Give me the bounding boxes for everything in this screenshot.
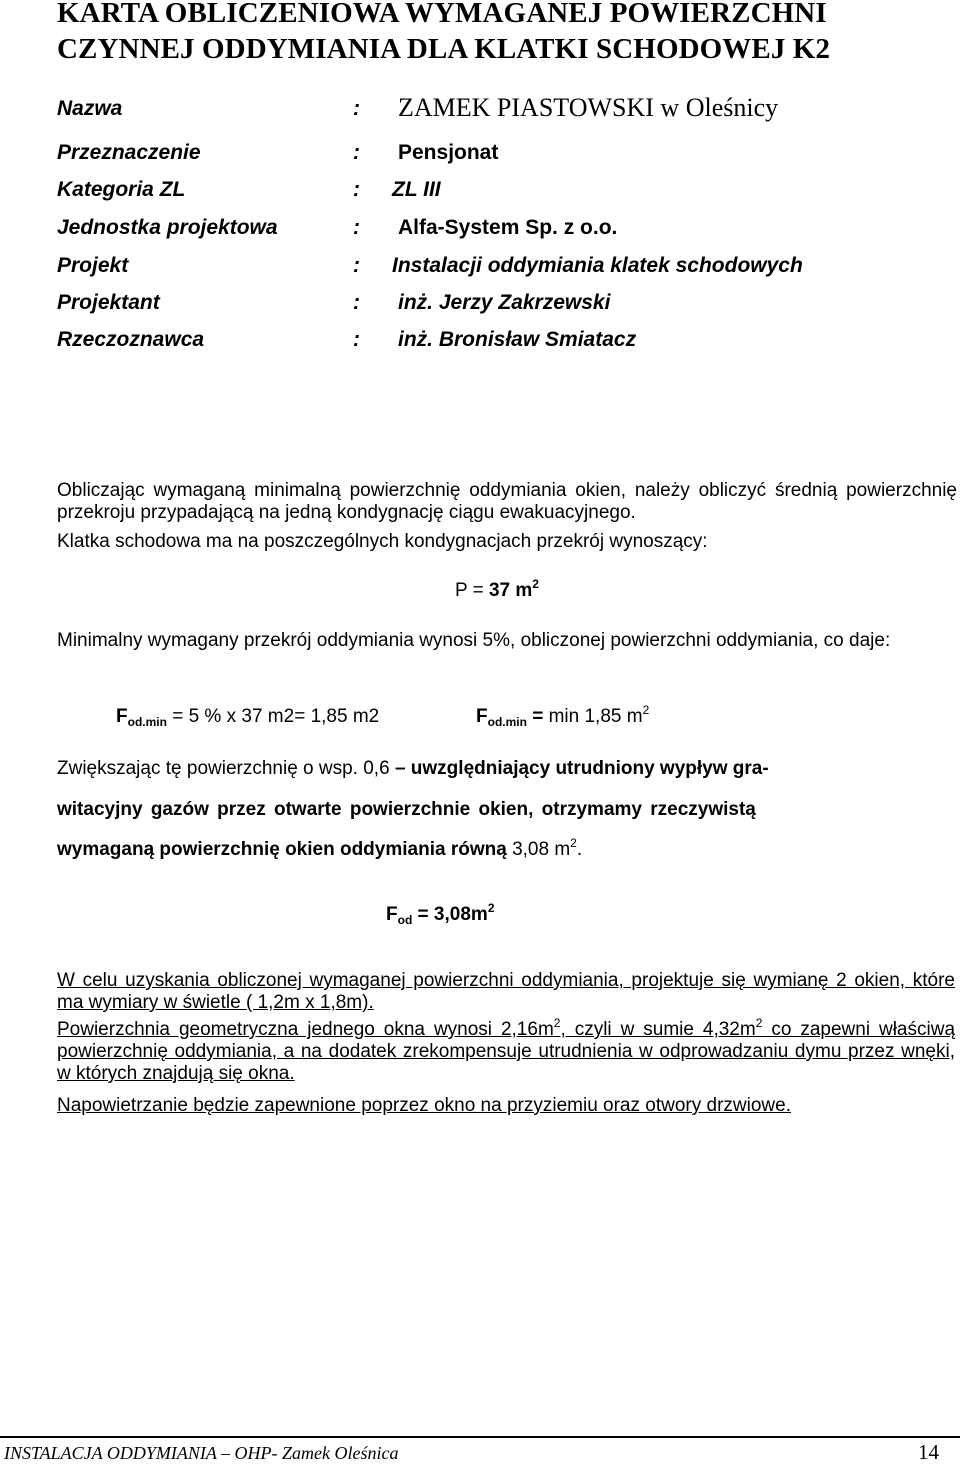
value-projektant: inż. Jerzy Zakrzewski [398,291,611,314]
increase-line-3 [57,836,583,861]
formula-1-expr: = 5 % x 37 m2= 1,85 m2 [166,706,380,727]
result-f: F [386,904,398,925]
increase-part-1: Zwiększając tę powierzchnię o wsp. 0,6 [57,758,395,779]
area-sup: 2 [532,577,539,591]
area-value: 37 m [488,580,533,601]
increase-line-1 [57,758,769,780]
page-title-line-1: KARTA OBLICZENIOWA WYMAGANEJ POWIERZCHNI [57,0,827,29]
formula-2-f: F [476,706,488,727]
footer-page-number: 14 [918,1440,939,1464]
window-area-text-b: , czyli w sumie 4,32m [560,1019,756,1040]
page-title-line-2: CZYNNEJ ODDYMIANIA DLA KLATKI SCHODOWEJ K2 [57,33,831,65]
label-projekt: Projekt [57,254,129,277]
formula-2-sub: od.min [487,715,527,729]
ventilation-paragraph: Napowietrzanie będzie zapewnione poprzez okno na przyziemiu oraz otwory drzwiowe. [57,1095,791,1116]
value-projekt: Instalacji oddymiania klatek schodowych [392,254,803,277]
label-jednostka: Jednostka projektowa [57,216,278,239]
footer-rule [0,1436,960,1438]
result-expr: = 3,08m [412,904,488,925]
area-prefix: P = [455,580,489,601]
colon-rzeczoznawca: : [353,328,360,351]
footer-title: INSTALACJA ODDYMIANIA – OHP- Zamek Oleśnica [4,1443,399,1463]
area-formula [455,577,539,602]
window-area-sup-a: 2 [553,1016,561,1030]
value-kategoria: ZL III [392,178,441,201]
label-nazwa: Nazwa [57,97,123,120]
intro-cross-section-text: Klatka schodowa ma na poszczególnych kondygnacjach przekrój wynoszący: [57,531,708,552]
increase-dash: – [394,758,406,779]
formula-2-sup: 2 [642,703,650,717]
window-area-text-c: co zapewni właściwą powierzchnię oddymiania, a na dodatek zrekompensuje utrudnienia w odprowadzaniu dymu przez wnęki, w których znajdują się okna. [57,1019,956,1084]
window-area-text-a: Powierzchnia geometryczna jednego okna wynosi 2,16m [57,1019,554,1040]
formula-fodmin-result [476,703,650,729]
result-sub: od [397,913,413,927]
colon-projekt: : [353,254,360,277]
formula-2-expr: min 1,85 m [548,706,643,727]
intro-paragraph: Obliczając wymaganą minimalną powierzchnię oddymiania okien, należy obliczyć średnią powierzchnię przekroju przypadającą na jedną kondygnację ciągu ewakuacyjnego. [57,480,957,523]
formula-2-eq: = [526,706,549,727]
value-nazwa: ZAMEK PIASTOWSKI w Oleśnicy [398,93,779,122]
increase-sup: 2 [570,836,577,850]
window-replacement-paragraph: W celu uzyskania obliczonej wymaganej powierzchni oddymiania, projektuje się wymianę 2 okien, które ma wymiary w świetle ( 1,2m x 1,8m). [57,970,955,1013]
colon-nazwa: : [353,97,360,120]
formula-fodmin-calc [116,706,379,728]
label-kategoria: Kategoria ZL [57,178,186,201]
label-przeznaczenie: Przeznaczenie [57,141,201,164]
increase-line-2: witacyjny gazów przez otwarte powierzchnie okien, otrzymamy rzeczywistą [57,799,756,820]
result-sup: 2 [487,901,495,915]
window-area-sup-b: 2 [755,1016,763,1030]
formula-1-f: F [116,706,128,727]
value-rzeczoznawca: inż. Bronisław Smiatacz [398,328,637,351]
colon-kategoria: : [353,178,360,201]
colon-projektant: : [353,291,360,314]
result-formula [386,901,495,927]
increase-part-2: uwzględniający utrudniony wypływ gra- [405,758,769,779]
formula-1-sub: od.min [127,715,167,729]
window-area-paragraph [57,1016,956,1085]
label-rzeczoznawca: Rzeczoznawca [57,328,205,351]
label-projektant: Projektant [57,291,160,314]
increase-value: 3,08 m [512,839,571,860]
colon-jednostka: : [353,216,360,239]
value-przeznaczenie: Pensjonat [398,141,499,164]
colon-przeznaczenie: : [353,141,360,164]
minimum-cross-section-text: Minimalny wymagany przekrój oddymiania wynosi 5%, obliczonej powierzchni oddymiania, co daje: [57,630,891,651]
increase-line-3-bold: wymaganą powierzchnię okien oddymiania równą [57,839,513,860]
increase-end: . [576,839,583,860]
value-jednostka: Alfa-System Sp. z o.o. [398,216,618,239]
